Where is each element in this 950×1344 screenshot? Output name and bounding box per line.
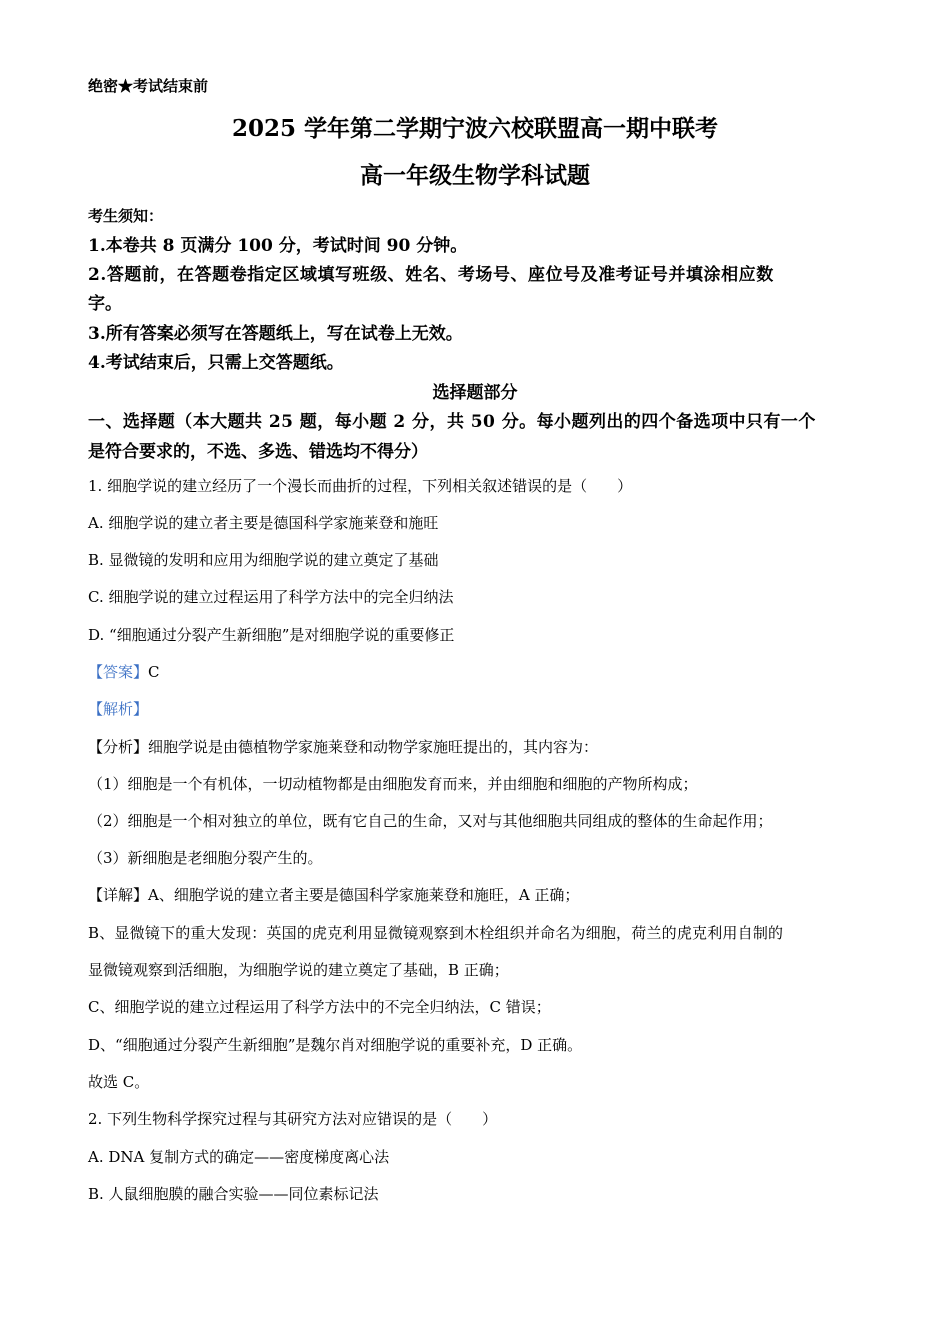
answer-tag: 【答案】	[88, 663, 149, 681]
analysis-line: D、“细胞通过分裂产生新细胞”是魏尔肖对细胞学说的重要补充，D 正确。	[88, 1036, 583, 1054]
analysis-line: 故选 C。	[88, 1073, 150, 1091]
notice-item: 1.本卷共 8 页满分 100 分，考试时间 90 分钟。	[88, 236, 468, 256]
analysis-line: （3）新细胞是老细胞分裂产生的。	[88, 849, 323, 867]
analysis-line: 【详解】A、细胞学说的建立者主要是德国科学家施莱登和施旺，A 正确；	[88, 886, 580, 904]
notice-item: 字。	[88, 294, 122, 314]
notice-item: 4.考试结束后，只需上交答题纸。	[88, 353, 344, 373]
question-1-stem: 1. 细胞学说的建立经历了一个漫长而曲折的过程，下列相关叙述错误的是（ ）	[88, 477, 633, 495]
question-1-answer	[88, 665, 160, 680]
question-2-option-b: B. 人鼠细胞膜的融合实验——同位素标记法	[88, 1185, 379, 1203]
answer-value: C	[148, 663, 160, 681]
notice-heading: 考生须知：	[88, 207, 164, 225]
analysis-line: （2）细胞是一个相对独立的单位，既有它自己的生命，又对与其他细胞共同组成的整体的生命起作用；	[88, 812, 773, 830]
analysis-line: B、显微镜下的重大发现：英国的虎克利用显微镜观察到木栓组织并命名为细胞，荷兰的虎克利用自制的	[88, 924, 784, 942]
section-instruction: 是符合要求的，不选、多选、错选均不得分）	[88, 442, 428, 462]
section-instruction: 一、选择题（本大题共 25 题，每小题 2 分，共 50 分。每小题列出的四个备选项中只有一个	[88, 412, 816, 432]
question-1-option-a: A. 细胞学说的建立者主要是德国科学家施莱登和施旺	[88, 514, 439, 532]
question-2-stem: 2. 下列生物科学探究过程与其研究方法对应错误的是（ ）	[88, 1110, 498, 1128]
analysis-line: 【分析】细胞学说是由德植物学家施莱登和动物学家施旺提出的，其内容为：	[88, 738, 599, 756]
analysis-tag: 【解析】	[88, 700, 149, 718]
question-2-option-a: A. DNA 复制方式的确定——密度梯度离心法	[88, 1148, 390, 1166]
part-title: 选择题部分	[432, 383, 518, 403]
analysis-line: C、细胞学说的建立过程运用了科学方法中的不完全归纳法，C 错误；	[88, 998, 551, 1016]
secret-label: 绝密★考试结束前	[88, 77, 209, 95]
subject-title: 高一年级生物学科试题	[360, 162, 590, 189]
question-1-option-b: B. 显微镜的发明和应用为细胞学说的建立奠定了基础	[88, 551, 439, 569]
question-1-option-d: D. “细胞通过分裂产生新细胞”是对细胞学说的重要修正	[88, 626, 455, 644]
notice-item: 3.所有答案必须写在答题纸上，写在试卷上无效。	[88, 324, 463, 344]
question-1-option-c: C. 细胞学说的建立过程运用了科学方法中的完全归纳法	[88, 588, 454, 606]
analysis-line: 显微镜观察到活细胞，为细胞学说的建立奠定了基础，B 正确；	[88, 961, 509, 979]
exam-title: 2025 学年第二学期宁波六校联盟高一期中联考	[231, 115, 719, 142]
notice-item: 2.答题前，在答题卷指定区域填写班级、姓名、考场号、座位号及准考证号并填涂相应数	[88, 265, 774, 285]
analysis-line: （1）细胞是一个有机体，一切动植物都是由细胞发育而来，并由细胞和细胞的产物所构成；	[88, 775, 698, 793]
